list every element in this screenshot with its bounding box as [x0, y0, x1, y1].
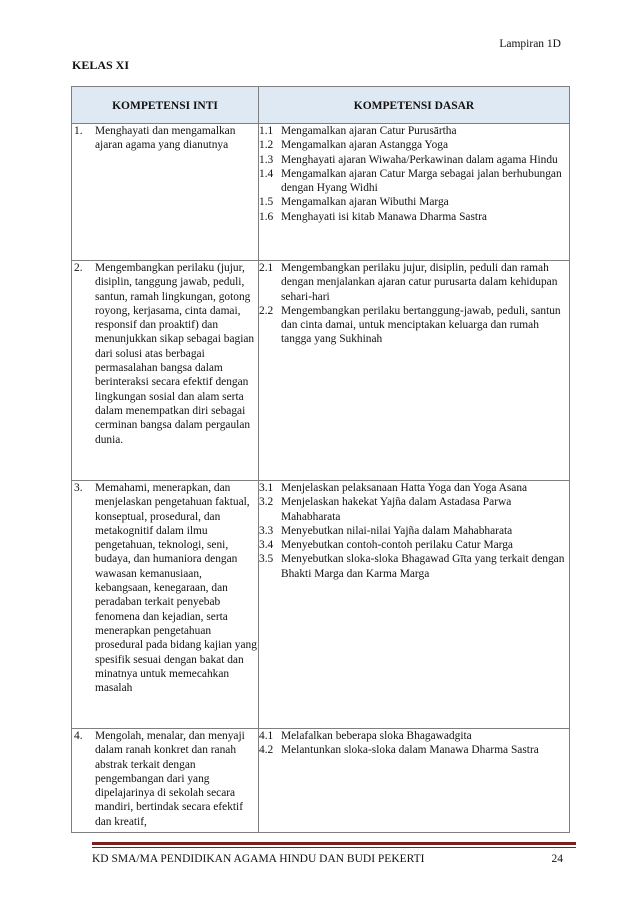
kd-number: 2.1 [259, 262, 274, 274]
table-row [72, 124, 570, 261]
ki-cell [72, 261, 259, 481]
kompetensi-table [71, 86, 570, 833]
kd-number: 4.1 [259, 730, 274, 742]
kd-text: Menyebutkan contoh-contoh perilaku Catur Marga [281, 539, 513, 552]
kd-text: Mengamalkan ajaran Catur Marga sebagai jalan berhubungan dengan Hyang Widhi [281, 167, 562, 195]
kd-item [259, 124, 569, 138]
footer-divider-thin [92, 847, 576, 848]
kd-cell [259, 261, 570, 481]
kd-number: 3.3 [259, 524, 274, 537]
kd-number: 3.4 [259, 539, 274, 552]
kd-number: 1.3 [259, 153, 274, 166]
kd-number: 1.2 [259, 139, 274, 152]
lampiran-label: Lampiran 1D [499, 38, 561, 50]
kd-text: Mengamalkan ajaran Wibuthi Marga [281, 196, 449, 209]
ki-item [72, 481, 258, 695]
kd-text: Menghayati ajaran Wiwaha/Perkawinan dalam agama Hindu [281, 153, 558, 166]
kd-number: 1.5 [259, 196, 274, 209]
column-header-kd: KOMPETENSI DASAR [259, 87, 570, 124]
kd-text: Menyebutkan nilai-nilai Yajña dalam Mahabharata [281, 524, 513, 537]
kd-text: Mengamalkan ajaran Astangga Yoga [281, 139, 449, 152]
kd-cell [259, 481, 570, 729]
kd-text: Menjelaskan pelaksanaan Hatta Yoga dan Yoga Asana [281, 482, 528, 494]
kd-text: Melafalkan beberapa sloka Bhagawadgita [281, 730, 472, 742]
ki-item [72, 729, 258, 829]
footer-title: KD SMA/MA PENDIDIKAN AGAMA HINDU DAN BUDI PEKERTI [92, 853, 425, 865]
kd-item [259, 210, 569, 224]
kd-item [259, 481, 569, 495]
table-row [72, 481, 570, 729]
column-header-ki: KOMPETENSI INTI [72, 87, 259, 124]
kd-item [259, 138, 569, 152]
kd-text: Mengamalkan ajaran Catur Purusārtha [281, 125, 457, 137]
kd-number: 1.4 [259, 167, 274, 180]
kd-item [259, 538, 569, 552]
ki-text: Memahami, menerapkan, dan menjelaskan pengetahuan faktual, konseptual, prosedural, dan metakognitif dalam ilmu pengetahuan, teknologi, seni, budaya, dan humaniora dengan wawasan kemanusiaan, kebangsaan, kenegaraan, dan peradaban terkait penyebab fenomena dan kejadian, serta menerapkan pengetahuan prosedural pada bidang kajian yang spesifik sesuai dengan bakat dan minatnya untuk memecahkan masalah [95, 482, 257, 695]
kd-text: Menghayati isi kitab Manawa Dharma Sastra [281, 210, 487, 223]
table-row [72, 261, 570, 481]
kd-item [259, 552, 569, 581]
kd-item [259, 495, 569, 524]
footer-divider [92, 842, 576, 845]
kd-item [259, 304, 569, 347]
ki-number: 1. [74, 125, 83, 137]
kd-text: Menjelaskan hakekat Yajña dalam Astadasa Parwa Mahabharata [281, 496, 512, 523]
kd-cell [259, 124, 570, 261]
kd-text: Mengembangkan perilaku jujur, disiplin, peduli dan ramah dengan menjalankan ajaran catur purusarta dalam kehidupan sehari-hari [281, 262, 558, 303]
ki-text: Mengembangkan perilaku (jujur, disiplin, tanggung jawab, peduli, santun, ramah lingkungan, gotong royong, kerjasama, cinta damai, responsif dan proaktif) dan menunjukkan sikap sebagai bagian dari solusi atas berbagai permasalahan bangsa dalam berinteraksi secara efektif dengan lingkungan sosial dan alam serta dalam menempatkan diri sebagai cerminan bangsa dalam pergaulan dunia. [95, 262, 255, 446]
ki-item [72, 124, 258, 153]
kd-number: 4.2 [259, 744, 274, 757]
kd-text: Menyebutkan sloka-sloka Bhagawad Gīta yang terkait dengan Bhakti Marga dan Karma Marga [281, 553, 565, 580]
ki-cell [72, 481, 259, 729]
kd-item [259, 167, 569, 196]
kd-text: Melantunkan sloka-sloka dalam Manawa Dharma Sastra [281, 744, 539, 757]
ki-text: Menghayati dan mengamalkan ajaran agama yang dianutnya [95, 125, 236, 152]
kd-number: 3.2 [259, 496, 274, 509]
ki-cell [72, 729, 259, 833]
kd-number: 2.2 [259, 304, 274, 317]
kd-number: 1.1 [259, 125, 274, 137]
kd-number: 3.5 [259, 553, 274, 566]
kd-item [259, 524, 569, 538]
kelas-heading: KELAS XI [72, 58, 130, 72]
page-number: 24 [551, 853, 563, 865]
kd-item [259, 261, 569, 304]
kd-item [259, 729, 569, 743]
ki-item [72, 261, 258, 447]
ki-cell [72, 124, 259, 261]
ki-number: 2. [74, 262, 83, 274]
table-row [72, 729, 570, 833]
table-header-row [72, 87, 570, 124]
ki-text: Mengolah, menalar, dan menyaji dalam ranah konkret dan ranah abstrak terkait dengan pengembangan dari yang dipelajarinya di sekolah secara mandiri, bertindak secara efektif dan kreatif, [95, 730, 245, 828]
kd-cell [259, 729, 570, 833]
ki-number: 4. [74, 730, 83, 742]
ki-number: 3. [74, 482, 83, 494]
kd-item [259, 743, 569, 757]
kd-text: Mengembangkan perilaku bertanggung-jawab, peduli, santun dan cinta damai, untuk menciptakan keluarga dan rumah tangga yang Sukhinah [281, 304, 561, 346]
kd-item [259, 195, 569, 209]
kd-number: 1.6 [259, 210, 274, 223]
kd-number: 3.1 [259, 482, 274, 494]
kd-item [259, 153, 569, 167]
